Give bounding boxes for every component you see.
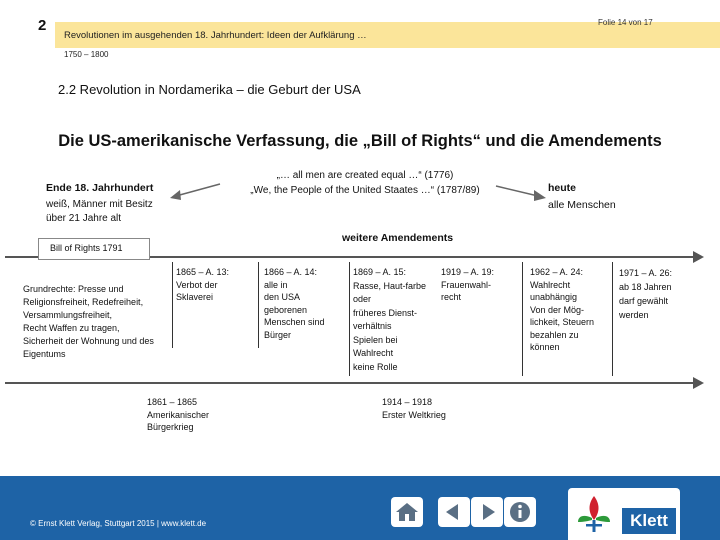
amendment-line: Verbot der <box>176 279 218 290</box>
amendment-line: geborenen <box>264 304 308 315</box>
amendment-line: Frauenwahl- <box>441 279 492 290</box>
amendment-line: früheres Dienst- <box>353 307 418 318</box>
forward-button[interactable] <box>471 497 503 527</box>
column-divider <box>172 262 173 348</box>
amendment-14 <box>264 266 348 341</box>
era-description <box>46 198 153 226</box>
main-title: Die US-amerikanische Verfassung, die „Bill of Rights“ und die Amendements <box>58 132 662 150</box>
amendment-line: Wahlrecht <box>353 348 394 358</box>
arrow-right-icon <box>492 176 548 206</box>
era-line: über 21 Jahre alt <box>46 213 122 224</box>
forward-icon <box>471 497 503 527</box>
today-heading: heute <box>548 182 577 194</box>
amendment-15 <box>353 266 439 374</box>
amendment-line: den USA <box>264 292 301 302</box>
back-button[interactable] <box>438 497 470 527</box>
chapter-number: 2 <box>38 17 47 34</box>
amendment-line: keine Rolle <box>353 361 398 372</box>
war-timeline-arrowhead <box>693 377 704 389</box>
rights-line: Sicherheit der Wohnung und des <box>23 336 154 346</box>
amendment-line: oder <box>353 294 372 304</box>
amendment-line: recht <box>441 292 462 302</box>
civil-war-line: Bürgerkrieg <box>147 422 194 432</box>
amendment-heading: 1869 – A. 15: <box>353 267 407 277</box>
amendment-line: Von der Mög- <box>530 304 585 315</box>
rights-line: Eigentums <box>23 349 66 359</box>
amendment-heading: 1865 – A. 13: <box>176 267 230 277</box>
rights-line: Grundrechte: Presse und <box>23 284 124 294</box>
amendment-line: werden <box>619 310 649 320</box>
civil-war-years: 1861 – 1865 <box>147 397 198 407</box>
amendment-heading: 1971 – A. 26: <box>619 268 673 278</box>
arrow-left-icon <box>168 176 224 206</box>
era-line: weiß, Männer mit Besitz <box>46 199 153 210</box>
info-button[interactable] <box>504 497 536 527</box>
column-divider <box>612 262 613 376</box>
civil-war-line: Amerikanischer <box>147 409 210 420</box>
constitution-quotes <box>210 168 520 198</box>
column-divider <box>349 262 350 376</box>
quote-line: „We, the People of the United Staates …“ (1787/89) <box>250 185 480 196</box>
amendment-13 <box>176 266 256 304</box>
today-description: alle Menschen <box>548 199 616 211</box>
ww1-line: Erster Weltkrieg <box>382 409 446 420</box>
ww1-years: 1914 – 1918 <box>382 397 433 407</box>
amendment-19 <box>441 266 521 304</box>
rights-line: Recht Waffen zu tragen, <box>23 323 120 333</box>
ww1-label <box>382 396 446 421</box>
amendment-line: bezahlen zu <box>530 329 579 340</box>
klett-logo-text: Klett <box>622 508 676 534</box>
amendment-line: Bürger <box>264 329 292 340</box>
period-label: 1750 – 1800 <box>64 50 109 59</box>
section-title: 2.2 Revolution in Nordamerika – die Geburt der USA <box>58 82 361 97</box>
amendment-line: können <box>530 342 560 352</box>
home-button[interactable] <box>391 497 423 527</box>
back-icon <box>438 497 470 527</box>
amendment-24 <box>530 266 610 354</box>
amendment-line: Menschen sind <box>264 317 325 327</box>
quote-line: „… all men are created equal …“ (1776) <box>276 170 454 181</box>
column-divider <box>258 262 259 348</box>
rights-line: Religionsfreiheit, Redefreiheit, <box>23 297 144 307</box>
slide-counter: Folie 14 von 17 <box>598 18 653 27</box>
amendment-line: Rasse, Haut-farbe <box>353 280 427 291</box>
amendment-heading: 1962 – A. 24: <box>530 267 584 277</box>
column-divider <box>522 262 523 376</box>
amendment-line: Spielen bei <box>353 334 398 345</box>
civil-war-label <box>147 396 209 434</box>
timeline-arrowhead <box>693 251 704 263</box>
copyright-text: © Ernst Klett Verlag, Stuttgart 2015 | www.klett.de <box>30 519 207 528</box>
bill-of-rights-label: Bill of Rights 1791 <box>50 243 123 253</box>
amendment-line: darf gewählt <box>619 296 669 306</box>
home-icon <box>391 497 423 527</box>
amendment-heading: 1919 – A. 19: <box>441 267 495 277</box>
amendment-line: alle in <box>264 279 288 290</box>
amendment-heading: 1866 – A. 14: <box>264 267 318 277</box>
amendment-26 <box>619 266 699 322</box>
amendment-line: ab 18 Jahren <box>619 282 672 292</box>
war-timeline-line <box>5 382 695 384</box>
era-heading: Ende 18. Jahrhundert <box>46 182 154 194</box>
header-title: Revolutionen im ausgehenden 18. Jahrhundert: Ideen der Aufklärung … <box>64 30 367 41</box>
klett-lily-icon <box>574 494 614 534</box>
amendment-line: unabhängig <box>530 292 578 302</box>
amendment-line: verhältnis <box>353 321 392 331</box>
info-icon <box>504 497 536 527</box>
amendment-line: Wahlrecht <box>530 279 571 290</box>
basic-rights-list <box>23 283 171 361</box>
rights-line: Versammlungsfreiheit, <box>23 310 113 320</box>
further-amendments-label: weitere Amendements <box>342 232 454 244</box>
amendment-line: Sklaverei <box>176 292 214 302</box>
amendment-line: lichkeit, Steuern <box>530 317 595 327</box>
